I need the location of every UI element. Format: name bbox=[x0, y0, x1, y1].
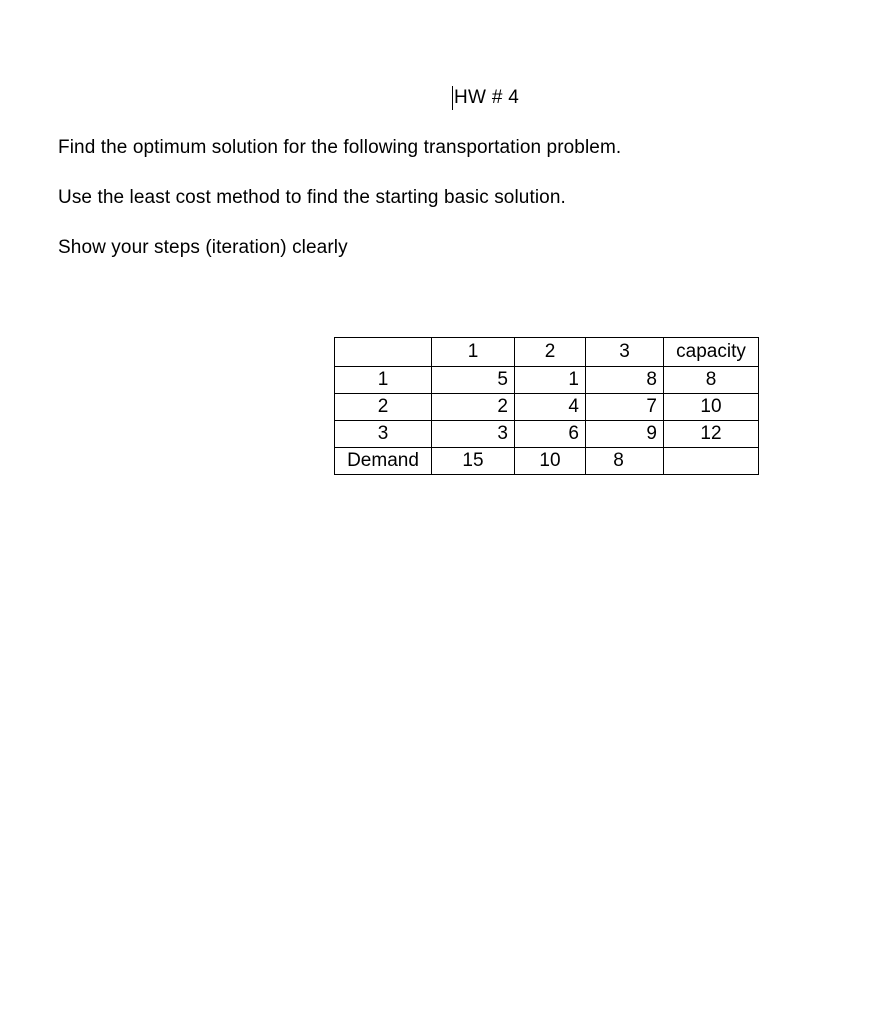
table-cell: 5 bbox=[432, 367, 515, 394]
header-cell-corner bbox=[335, 338, 432, 367]
table-cell: 3 bbox=[432, 421, 515, 448]
table-cell: 6 bbox=[515, 421, 586, 448]
demand-label: Demand bbox=[335, 448, 432, 475]
table-cell: 8 bbox=[586, 367, 664, 394]
table-cell: 7 bbox=[586, 394, 664, 421]
demand-cell-empty bbox=[664, 448, 759, 475]
instruction-1: Find the optimum solution for the following transportation problem. bbox=[58, 137, 622, 158]
capacity-cell: 12 bbox=[664, 421, 759, 448]
capacity-cell: 10 bbox=[664, 394, 759, 421]
row-label: 2 bbox=[335, 394, 432, 421]
table-cell: 4 bbox=[515, 394, 586, 421]
table-cell: 9 bbox=[586, 421, 664, 448]
page-title: HW # 4 bbox=[454, 87, 520, 108]
table-row bbox=[335, 367, 759, 394]
demand-cell-3: 8 bbox=[586, 448, 664, 475]
header-cell-capacity: capacity bbox=[664, 338, 759, 367]
transportation-table bbox=[334, 337, 759, 475]
table-cell: 1 bbox=[515, 367, 586, 394]
instruction-2: Use the least cost method to find the starting basic solution. bbox=[58, 187, 566, 208]
row-label: 3 bbox=[335, 421, 432, 448]
demand-row bbox=[335, 448, 759, 475]
header-cell-dest-2: 2 bbox=[515, 338, 586, 367]
table-row bbox=[335, 421, 759, 448]
header-cell-dest-1: 1 bbox=[432, 338, 515, 367]
header-cell-dest-3: 3 bbox=[586, 338, 664, 367]
row-label: 1 bbox=[335, 367, 432, 394]
instruction-3: Show your steps (iteration) clearly bbox=[58, 237, 348, 258]
demand-cell-1: 15 bbox=[432, 448, 515, 475]
table-cell: 2 bbox=[432, 394, 515, 421]
table-row bbox=[335, 394, 759, 421]
table-header-row bbox=[335, 338, 759, 367]
capacity-cell: 8 bbox=[664, 367, 759, 394]
demand-cell-2: 10 bbox=[515, 448, 586, 475]
